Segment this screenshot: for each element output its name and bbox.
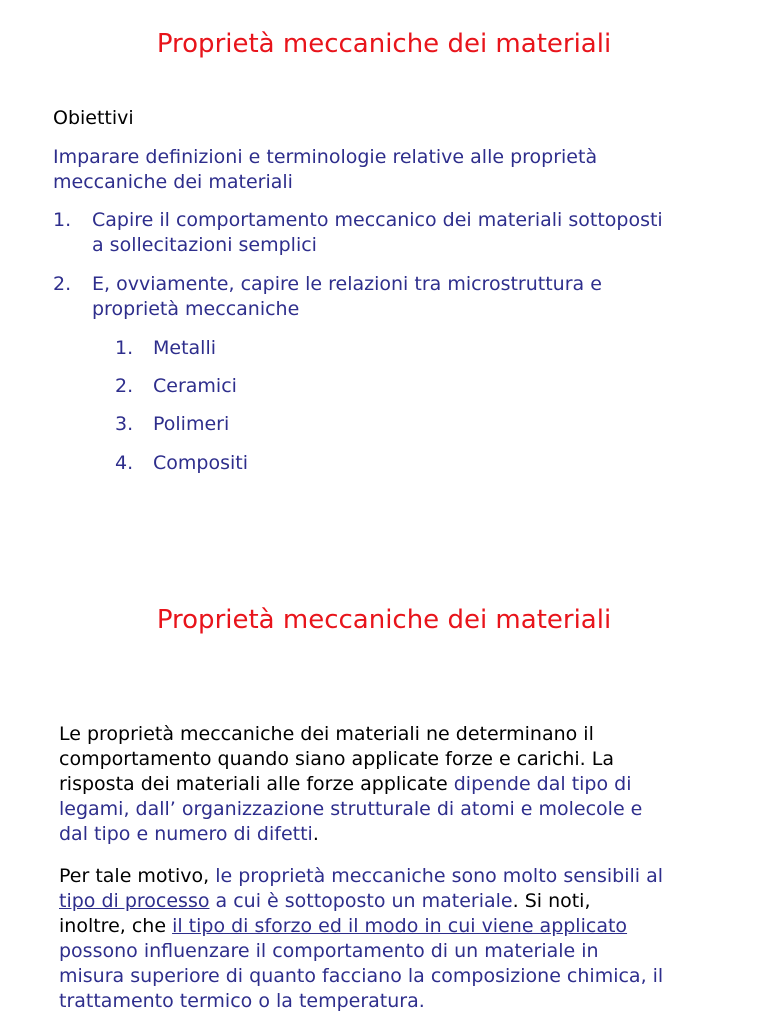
sublist-item-label: Polimeri <box>153 413 230 435</box>
paragraph-highlight: le proprietà meccaniche sono molto sensibili al <box>215 865 663 887</box>
slide-title: Proprietà meccaniche dei materiali <box>156 605 612 635</box>
sublist-item-number: 3. <box>115 413 134 435</box>
paragraph-highlight: dal tipo e numero di difetti <box>59 823 313 845</box>
paragraph-2-line: trattamento termico o la temperatura. <box>59 990 425 1012</box>
intro-line-1: Imparare definizioni e terminologie relative alle proprietà <box>53 146 598 168</box>
paragraph-2-line <box>59 914 627 939</box>
paragraph-text: Per tale motivo, <box>59 865 216 887</box>
list-item-line: proprietà meccaniche <box>92 298 300 320</box>
intro-line-2: meccaniche dei materiali <box>53 171 293 193</box>
objectives-label: Obiettivi <box>53 107 134 129</box>
paragraph-highlight: a cui è sottoposto un materiale <box>209 890 513 912</box>
paragraph-text: . Si noti, <box>512 890 591 912</box>
paragraph-1-line: legami, dall’ organizzazione strutturale di atomi e molecole e <box>59 798 643 820</box>
sublist-item-label: Metalli <box>153 337 217 359</box>
slide-mechanical-properties <box>0 580 768 1024</box>
paragraph-text: inoltre, che <box>59 915 173 937</box>
paragraph-2-line <box>59 889 591 914</box>
paragraph-text: . <box>312 823 319 845</box>
paragraph-1-line: comportamento quando siano applicate forze e carichi. La <box>59 748 614 770</box>
list-item-number: 2. <box>53 273 72 295</box>
paragraph-highlight: dipende dal tipo di <box>453 773 632 795</box>
list-item-line: E, ovviamente, capire le relazioni tra microstruttura e <box>92 273 602 295</box>
list-item-number: 1. <box>53 209 72 231</box>
sublist-item-number: 4. <box>115 452 134 474</box>
list-item-line: a sollecitazioni semplici <box>92 234 317 256</box>
paragraph-1-line <box>59 772 632 797</box>
paragraph-2-line: possono influenzare il comportamento di un materiale in <box>59 940 599 962</box>
paragraph-2-line <box>59 864 663 889</box>
paragraph-1-line <box>59 822 319 847</box>
list-item-line: Capire il comportamento meccanico dei materiali sottoposti <box>92 209 663 231</box>
paragraph-text: risposta dei materiali alle forze applicate <box>59 773 454 795</box>
sublist-item-label: Ceramici <box>153 375 237 397</box>
slide-title: Proprietà meccaniche dei materiali <box>156 29 612 59</box>
paragraph-2-line: misura superiore di quanto facciano la composizione chimica, il <box>59 965 664 987</box>
sublist-item-number: 2. <box>115 375 134 397</box>
sublist-item-label: Compositi <box>153 452 248 474</box>
underlined-term: il tipo di sforzo ed il modo in cui viene applicato <box>172 915 628 937</box>
sublist-item-number: 1. <box>115 337 134 359</box>
paragraph-1-line: Le proprietà meccaniche dei materiali ne determinano il <box>59 723 594 745</box>
underlined-term: tipo di processo <box>59 890 210 912</box>
